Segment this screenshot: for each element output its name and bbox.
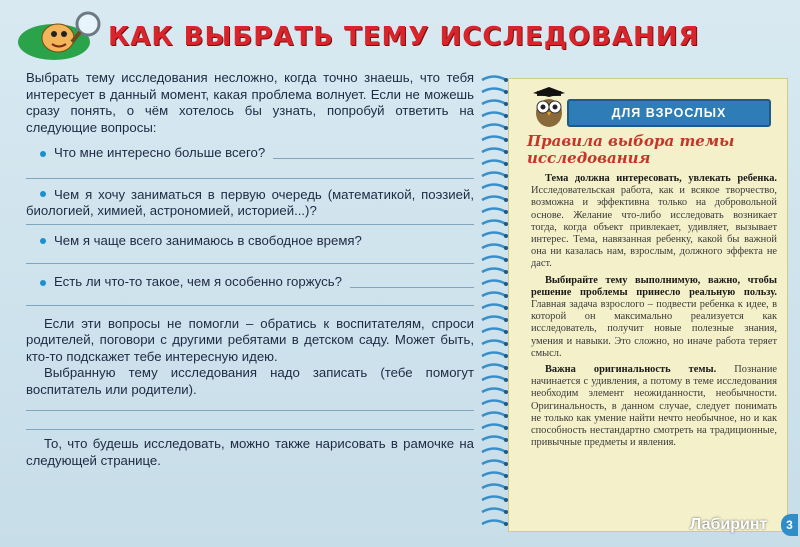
spiral-ring: [482, 509, 506, 513]
spiral-ring: [482, 233, 506, 237]
rule-3-body: Познание начинается с удивления, а потому в теме исследования необходим элемент неожиданности, необычности. Оригинальность, в данном случае, следует понимать не только как умение найти нечто необычное, но и как способность нестандартно смотреть на традиционные, привычные предметы и явления.: [531, 364, 777, 449]
spiral-ring: [482, 437, 506, 441]
question-3-text: Чем я чаще всего занимаюсь в свободное время?: [54, 232, 362, 248]
main-text-column: [26, 70, 474, 469]
question-3: [26, 233, 474, 250]
draw-paragraph: То, что будешь исследовать, можно также нарисовать в рамочке на следующей странице.: [26, 436, 474, 468]
spiral-ring: [482, 293, 506, 297]
rules-text: [531, 173, 777, 453]
adults-notebook-panel: [508, 78, 788, 532]
rule-1: [531, 173, 777, 271]
spiral-ring: [482, 137, 506, 141]
spiral-ring: [482, 149, 506, 153]
spiral-ring: [482, 101, 506, 105]
spiral-ring: [482, 209, 506, 213]
spiral-ring: [482, 425, 506, 429]
bullet-dot-icon: [40, 151, 46, 157]
answer-line-1[interactable]: [273, 158, 474, 159]
spiral-ring: [482, 89, 506, 93]
spiral-ring: [482, 389, 506, 393]
spiral-ring: [482, 173, 506, 177]
rules-title: Правила выбора темы исследования: [527, 132, 735, 167]
spiral-ring: [482, 473, 506, 477]
spiral-ring: [482, 161, 506, 165]
spiral-ring: [482, 317, 506, 321]
bullet-dot-icon: [40, 280, 46, 286]
rule-1-heading: Тема должна интересовать, увлекать ребенка.: [545, 173, 777, 184]
question-2: [26, 187, 474, 220]
question-4: [26, 274, 474, 291]
spiral-ring: [482, 269, 506, 273]
rule-2-heading: Выбирайте тему выполнимую, важно, чтобы решение проблемы принесло реальную пользу.: [531, 274, 777, 298]
spiral-ring: [482, 365, 506, 369]
spiral-ring: [482, 353, 506, 357]
spiral-ring: [482, 461, 506, 465]
spiral-ring: [482, 185, 506, 189]
spiral-ring: [482, 77, 506, 81]
write-topic-paragraph: Выбранную тему исследования надо записать (тебе помогут воспитатель или родители).: [26, 365, 474, 397]
rule-2-body: Главная задача взрослого – подвести ребенка к идее, в которой он максимально реализуется как исследователь, получит новые полезные знания, умения и навыки. Это сложно, но иначе работа теряет смысл.: [531, 299, 777, 359]
page-title: КАК ВЫБРАТЬ ТЕМУ ИССЛЕДОВАНИЯ: [108, 22, 700, 52]
spiral-ring: [482, 521, 506, 525]
spiral-ring: [482, 245, 506, 249]
advice-paragraph: Если эти вопросы не помогли – обратись к воспитателям, спроси родителей, поговори с другими ребятами в детском саду. Может быть, кто-то подскажет тебе интересную идею.: [26, 315, 474, 364]
spiral-ring: [482, 485, 506, 489]
answer-line-4[interactable]: [350, 287, 474, 288]
rule-1-body: Исследовательская работа, как и всякое творчество, возможна и эффективна только на добровольной основе. Желание что-либо исследовать возникает тогда, когда объект привлекает, удивляет, вызывает интерес. Тема, навязанная ребенку, какой бы важной она ни казалась нам, взрослым, должного эффекта не даст.: [531, 185, 777, 270]
spiral-ring: [482, 329, 506, 333]
labirint-watermark: Лабиринт: [690, 516, 768, 533]
question-4-text: Есть ли что-то такое, чем я особенно горжусь?: [54, 274, 342, 289]
question-1-text: Что мне интересно больше всего?: [54, 145, 266, 160]
spiral-ring: [482, 497, 506, 501]
spiral-ring: [482, 281, 506, 285]
spiral-ring: [482, 113, 506, 117]
question-2-text: Чем я хочу заниматься в первую очередь (математикой, поэзией, биологией, химией, астрономией, историей...)?: [26, 186, 474, 218]
question-1: [26, 145, 474, 162]
for-adults-banner: ДЛЯ ВЗРОСЛЫХ: [567, 99, 771, 127]
spiral-ring: [482, 401, 506, 405]
spiral-ring: [482, 221, 506, 225]
intro-paragraph: Выбрать тему исследования несложно, когда точно знаешь, что тебя интересует в данный момент, какая проблема волнует. Если не можешь сразу понять, о чём хотелось бы узнать, попробуй ответить на следующие вопросы:: [26, 70, 474, 135]
spiral-ring: [482, 341, 506, 345]
bullet-dot-icon: [40, 191, 46, 197]
spiral-ring: [482, 305, 506, 309]
owl-icon: [529, 85, 569, 129]
mascot-magnifier-logo: [14, 8, 106, 66]
notebook-spiral: [478, 70, 510, 540]
spiral-ring: [482, 197, 506, 201]
spiral-ring: [482, 377, 506, 381]
rule-2: [531, 275, 777, 360]
spiral-ring: [482, 413, 506, 417]
spiral-ring: [482, 449, 506, 453]
rule-3: [531, 364, 777, 449]
page-number: 3: [781, 514, 798, 536]
spiral-ring: [482, 257, 506, 261]
spiral-ring: [482, 125, 506, 129]
rule-3-heading: Важна оригинальность темы.: [545, 364, 717, 376]
bullet-dot-icon: [40, 238, 46, 244]
